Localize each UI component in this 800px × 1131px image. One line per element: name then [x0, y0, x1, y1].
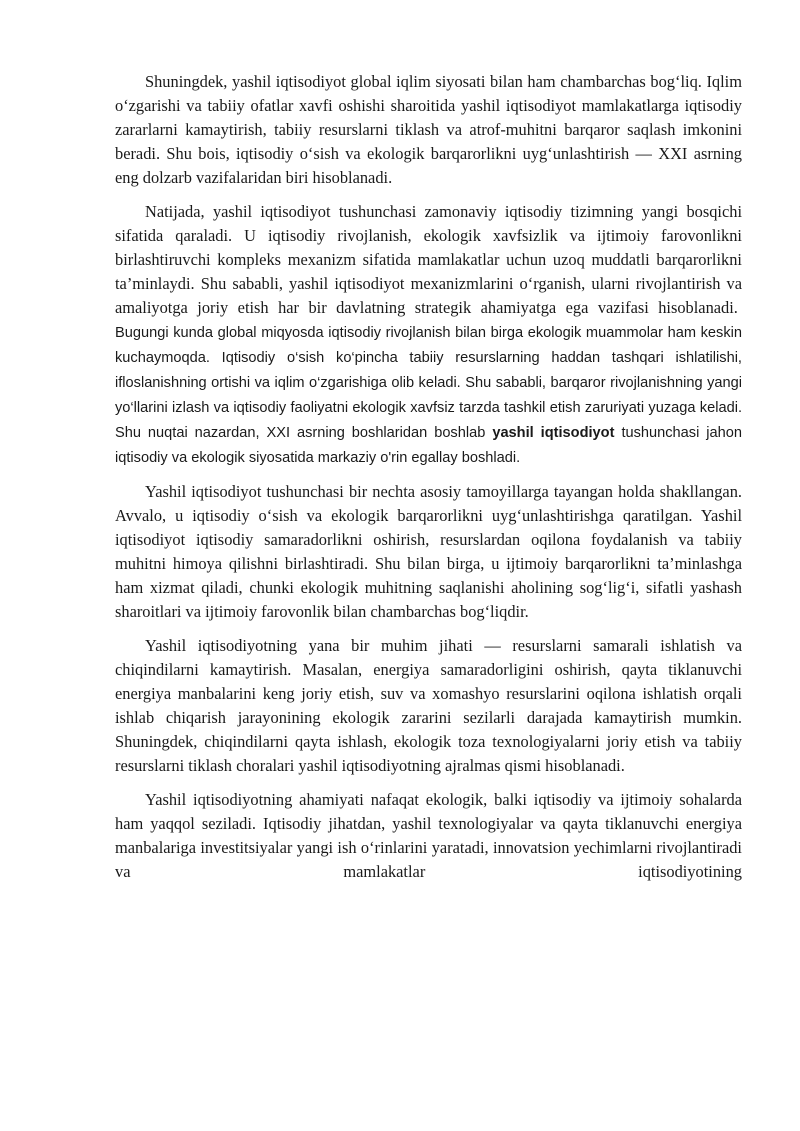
paragraph-5: Yashil iqtisodiyotning ahamiyati nafaqat ekologik, balki iqtisodiy va ijtimoiy sohalarda ham yaqqol seziladi. Iqtisodiy jihatdan, yashil texnologiyalar va qayta tiklanuvchi energiya manbalariga investitsiyalar yangi ish o‘rinlarini yaratadi, innovatsion yechimlarni rivojlantiradi va mamlakatlar iqtisodiyotining [115, 790, 742, 881]
paragraph-2-bold-term: yashil iqtisodiyot [492, 425, 615, 441]
paragraph-2-tail: tushunchasi jahon iqtisodiy va ekologik siyosatida markaziy o'rin egallay boshladi. [115, 425, 742, 466]
paragraph-4: Yashil iqtisodiyotning yana bir muhim jihati — resurslarni samarali ishlatish va chiqindilarni kamaytirish. Masalan, energiya samaradorligini oshirish, qayta tiklanuvchi energiya manbalarini keng joriy etish, suv va xomashyo resurslarini oqilona ishlatish orqali ishlab chiqarish jarayonining ekologik zararini sezilarli darajada kamaytirish mumkin. Shuningdek, chiqindilarni qayta ishlash, ekologik toza texnologiyalarni joriy etish va tabiiy resurslarni tiklash choralari yashil iqtisodiyotning ajralmas qismi hisoblanadi. [115, 636, 742, 775]
paragraph-2 [115, 200, 742, 470]
paragraph-3: Yashil iqtisodiyot tushunchasi bir nechta asosiy tamoyillarga tayangan holda shakllangan. Avvalo, u iqtisodiy o‘sish va ekologik barqarorlikni uyg‘unlashtirishga qaratilgan. Yashil iqtisodiyot iqtisodiy samaradorlikni oshirish, resurslardan oqilona foydalanish va tabiiy muhitni himoya qilishni birlashtiradi. Shu bilan birga, u ijtimoiy barqarorlikni ta’minlashga ham xizmat qiladi, chunki ekologik muhitning saqlanishi aholining sog‘lig‘i, sifatli yashash sharoitlari va ijtimoiy farovonlik bilan chambarchas bog‘liqdir. [115, 482, 742, 621]
paragraph-2-sans-text: Bugungi kunda global miqyosda iqtisodiy rivojlanish bilan birga ekologik muammolar ham keskin kuchaymoqda. Iqtisodiy o‘sish ko‘pincha tabiiy resurslarning haddan tashqari ishlatilishi, ifloslanishning ortishi va iqlim o‘zgarishiga olib keladi. Shu sababli, barqaror rivojlanishning yangi yo‘llarini izlash va iqtisodiy faoliyatni ekologik xavfsiz tarzda tashkil etish zaruriyati yuzaga keladi. Shu nuqtai nazardan, XXI asrning boshlaridan boshlab [115, 325, 742, 441]
document-page [115, 70, 742, 894]
paragraph-2-serif-text: Natijada, yashil iqtisodiyot tushunchasi zamonaviy iqtisodiy tizimning yangi bosqichi sifatida qaraladi. U iqtisodiy rivojlanish, ekologik xavfsizlik va ijtimoiy farovonlikni birlashtiruvchi kompleks mexanizm sifatida mamlakatlar uchun uzoq muddatli barqarorlikni ta’minlaydi. Shu sababli, yashil iqtisodiyot mexanizmlarini o‘rganish, ularni rivojlantirish va amaliyotga joriy etish har bir davlatning strategik ahamiyatga ega vazifasi hisoblanadi. [115, 202, 742, 317]
paragraph-1: Shuningdek, yashil iqtisodiyot global iqlim siyosati bilan ham chambarchas bog‘liq. Iqlim o‘zgarishi va tabiiy ofatlar xavfi oshishi sharoitida yashil iqtisodiyot mamlakatlarga iqtisodiy zararlarni kamaytirish, tabiiy resurslarni tiklash va atrof-muhitni barqaror saqlash imkonini beradi. Shu bois, iqtisodiy o‘sish va ekologik barqarorlikni uyg‘unlashtirish — XXI asrning eng dolzarb vazifalaridan biri hisoblanadi. [115, 72, 742, 187]
